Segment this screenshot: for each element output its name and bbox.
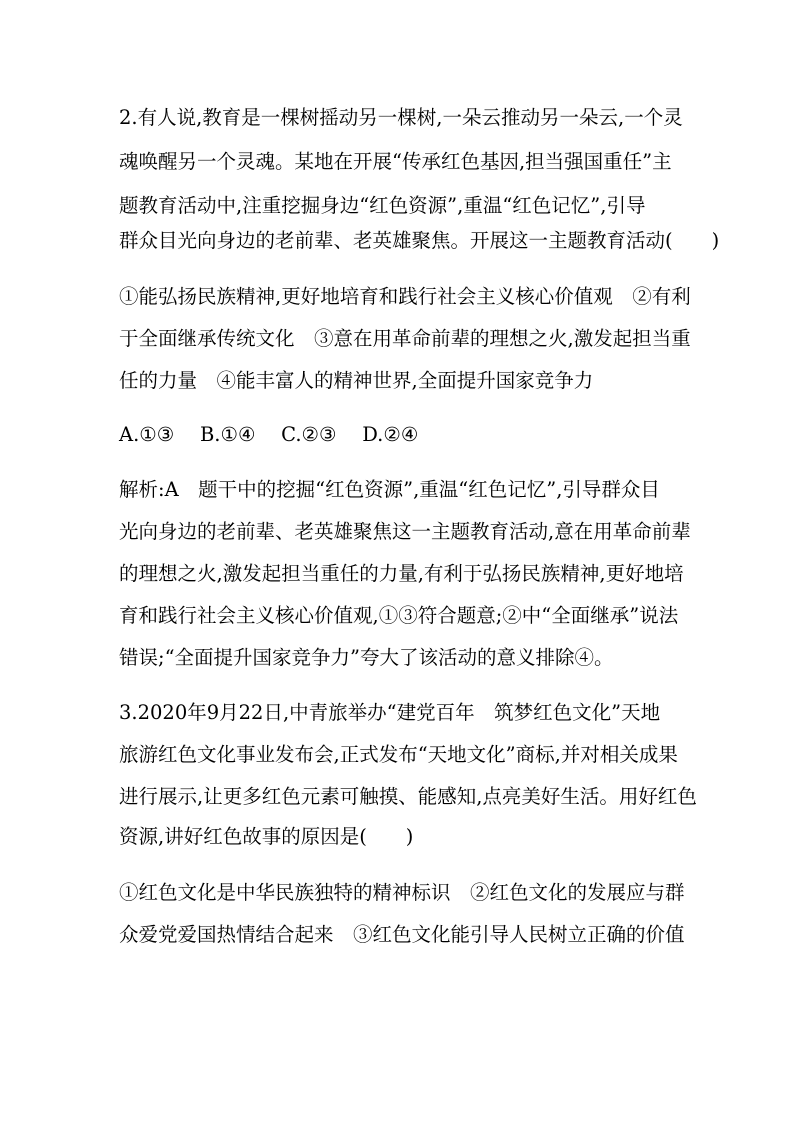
question-2-analysis-line-1: 解析:A 题干中的挖掘“红色资源”,重温“红色记忆”,引导群众目 (119, 478, 660, 501)
question-2-stem-line-2: 魂唤醒另一个灵魂。某地在开展“传承红色基因,担当强国重任”主 (119, 150, 672, 173)
question-2-statement-line-2: 于全面继承传统文化 ③意在用革命前辈的理想之火,激发起担当重 (119, 327, 691, 350)
question-2-options: A.①③ B.①④ C.②③ D.②④ (119, 423, 419, 446)
question-2-analysis-line-3: 的理想之火,激发起担当重任的力量,有利于弘扬民族精神,更好地培 (119, 562, 684, 585)
question-3-stem-line-4: 资源,讲好红色故事的原因是( ) (119, 825, 414, 848)
question-2-analysis-line-5: 错误;“全面提升国家竞争力”夸大了该活动的意义排除④。 (119, 646, 614, 669)
question-3-stem-line-1: 3.2020年9月22日,中青旅举办“建党百年 筑梦红色文化”天地 (119, 701, 661, 724)
question-3-statement-line-1: ①红色文化是中华民族独特的精神标识 ②红色文化的发展应与群 (119, 881, 685, 904)
question-2-analysis-line-4: 育和践行社会主义核心价值观,①③符合题意;②中“全面继承”说法 (119, 604, 679, 627)
question-3-stem-line-2: 旅游红色文化事业发布会,正式发布“天地文化”商标,并对相关成果 (119, 743, 678, 766)
question-3-stem-line-3: 进行展示,让更多红色元素可触摸、能感知,点亮美好生活。用好红色 (119, 785, 697, 808)
question-2-statement-line-3: 任的力量 ④能丰富人的精神世界,全面提升国家竞争力 (119, 369, 594, 392)
question-2-stem-line-3: 题教育活动中,注重挖掘身边“红色资源”,重温“红色记忆”,引导 (119, 194, 646, 217)
question-3-statement-line-2: 众爱党爱国热情结合起来 ③红色文化能引导人民树立正确的价值 (119, 923, 685, 946)
question-2-statement-line-1: ①能弘扬民族精神,更好地培育和践行社会主义核心价值观 ②有利 (119, 285, 691, 308)
question-2-stem-line-4: 群众目光向身边的老前辈、老英雄聚焦。开展这一主题教育活动( ) (119, 229, 720, 252)
question-2-stem-line-1: 2.有人说,教育是一棵树摇动另一棵树,一朵云推动另一朵云,一个灵 (119, 106, 683, 129)
question-2-analysis-line-2: 光向身边的老前辈、老英雄聚焦这一主题教育活动,意在用革命前辈 (119, 520, 691, 543)
